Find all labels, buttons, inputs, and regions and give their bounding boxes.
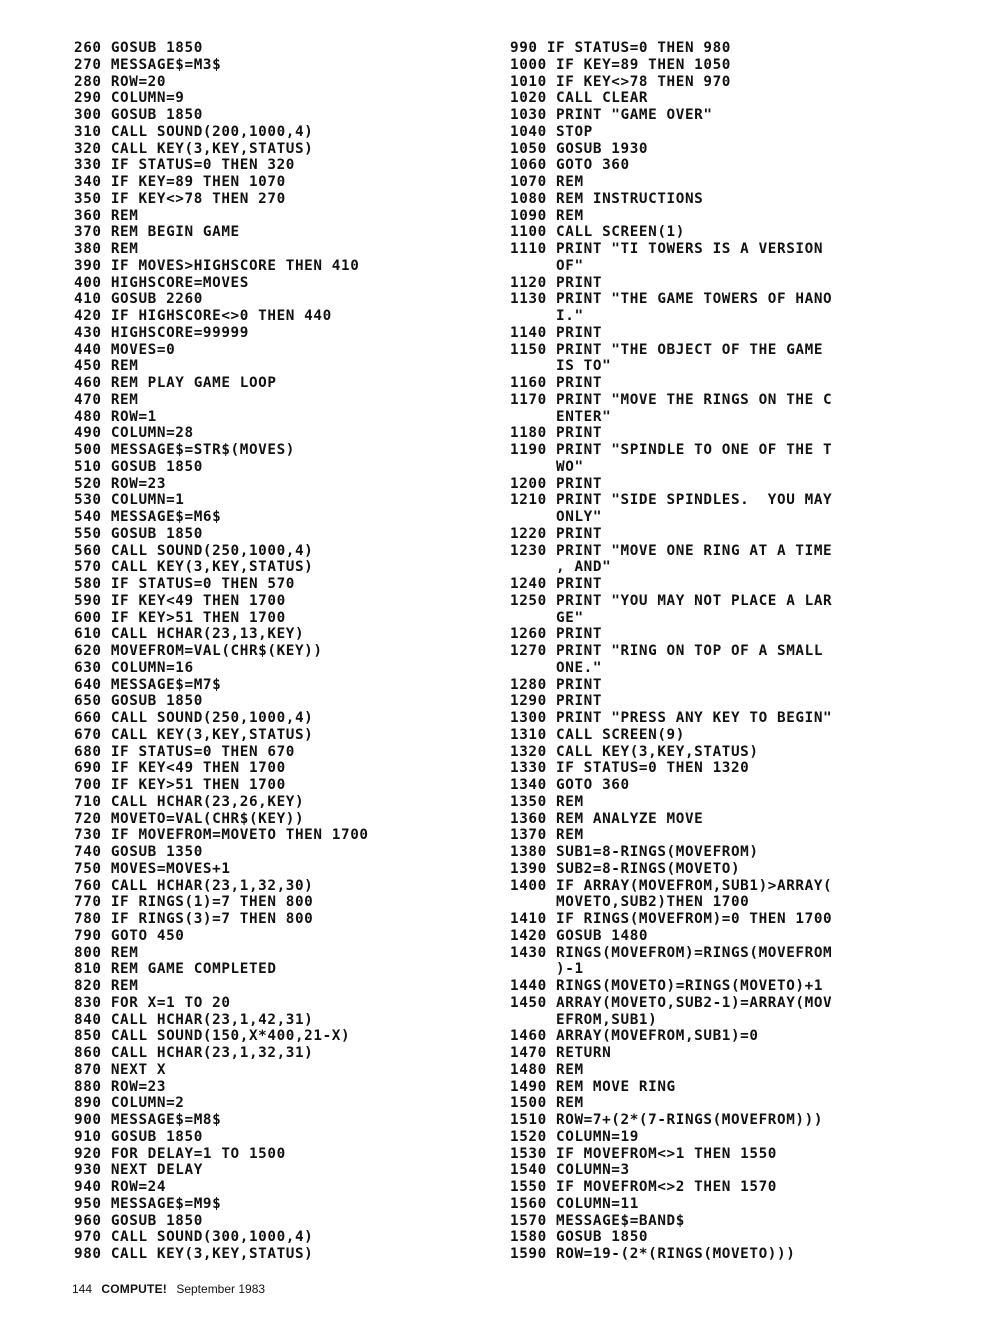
code-line: 1030 PRINT "GAME OVER" [510, 107, 713, 123]
code-line: IS TO" [510, 358, 612, 375]
code-line: 1370 REM [510, 827, 584, 844]
code-line: 1020 CALL CLEAR [510, 90, 649, 107]
code-line: 1170 PRINT "MOVE THE RINGS ON THE C [510, 391, 833, 408]
magazine-name: COMPUTE! [101, 1282, 167, 1296]
code-line: 320 CALL KEY(3,KEY,STATUS) [74, 140, 314, 157]
code-line: 1260 PRINT [510, 626, 603, 643]
code-line: 370 REM BEGIN GAME [74, 224, 240, 241]
code-line: 1070 REM [510, 174, 584, 190]
code-line: 1470 RETURN [510, 1045, 612, 1061]
code-line: 380 REM [74, 241, 139, 257]
code-line: I." [510, 308, 584, 324]
code-line: 880 ROW=23 [74, 1078, 167, 1095]
code-line: 1110 PRINT "TI TOWERS IS A VERSION [510, 241, 824, 257]
code-line: 1270 PRINT "RING ON TOP OF A SMALL [510, 643, 824, 659]
issue-date: September 1983 [176, 1282, 266, 1296]
code-line: 700 IF KEY>51 THEN 1700 [74, 777, 286, 793]
code-line: 1350 REM [510, 793, 584, 810]
code-line: 670 CALL KEY(3,KEY,STATUS) [74, 726, 314, 743]
code-line: 540 MESSAGE$=M6$ [74, 509, 222, 525]
code-line: 980 CALL KEY(3,KEY,STATUS) [74, 1246, 314, 1262]
code-line: 600 IF KEY>51 THEN 1700 [74, 609, 286, 626]
code-line: 620 MOVEFROM=VAL(CHR$(KEY)) [74, 643, 323, 659]
code-line: 890 COLUMN=2 [74, 1095, 185, 1112]
code-line: 860 CALL HCHAR(23,1,32,31) [74, 1045, 314, 1061]
code-line: 1130 PRINT "THE GAME TOWERS OF HANO [510, 291, 833, 308]
code-line: 1420 GOSUB 1480 [510, 927, 649, 944]
code-line: 1330 IF STATUS=0 THEN 1320 [510, 760, 750, 777]
code-line: 390 IF MOVES>HIGHSCORE THEN 410 [74, 257, 360, 274]
code-line: 1450 ARRAY(MOVETO,SUB2-1)=ARRAY(MOV [510, 994, 833, 1011]
code-line: 1050 GOSUB 1930 [510, 140, 649, 157]
code-line: 780 IF RINGS(3)=7 THEN 800 [74, 911, 314, 927]
code-line: 1160 PRINT [510, 375, 603, 391]
listing-right-column [510, 40, 990, 1263]
code-line: 510 GOSUB 1850 [74, 458, 203, 475]
code-line: 1520 COLUMN=19 [510, 1128, 639, 1145]
code-line: 1150 PRINT "THE OBJECT OF THE GAME [510, 341, 824, 358]
code-line: 850 CALL SOUND(150,X*400,21-X) [74, 1028, 351, 1045]
code-line: 690 IF KEY<49 THEN 1700 [74, 760, 286, 777]
code-line: 650 GOSUB 1850 [74, 693, 203, 710]
code-line: 1530 IF MOVEFROM<>1 THEN 1550 [510, 1145, 778, 1162]
code-line: 1000 IF KEY=89 THEN 1050 [510, 56, 731, 73]
code-line: 1200 PRINT [510, 475, 603, 492]
page-number: 144 [72, 1282, 93, 1296]
code-line: 970 CALL SOUND(300,1000,4) [74, 1229, 314, 1246]
listing-left-column [74, 40, 494, 1263]
code-line: 910 GOSUB 1850 [74, 1128, 203, 1145]
code-line: 750 MOVES=MOVES+1 [74, 860, 231, 877]
code-line: 1230 PRINT "MOVE ONE RING AT A TIME [510, 542, 833, 559]
code-line: 1570 MESSAGE$=BAND$ [510, 1212, 685, 1229]
code-line: ONE." [510, 659, 603, 676]
code-line: 1580 GOSUB 1850 [510, 1229, 649, 1246]
code-line: 800 REM [74, 944, 139, 961]
code-line: 810 REM GAME COMPLETED [74, 961, 277, 978]
code-line: 400 HIGHSCORE=MOVES [74, 274, 249, 291]
code-line: 1010 IF KEY<>78 THEN 970 [510, 73, 731, 90]
code-line: 1510 ROW=7+(2*(7-RINGS(MOVEFROM))) [510, 1112, 824, 1128]
code-line: 1080 REM INSTRUCTIONS [510, 190, 704, 207]
code-line: EFROM,SUB1) [510, 1011, 658, 1028]
code-line: 1550 IF MOVEFROM<>2 THEN 1570 [510, 1179, 778, 1195]
code-line: 900 MESSAGE$=M8$ [74, 1112, 222, 1128]
code-line: 1390 SUB2=8-RINGS(MOVETO) [510, 860, 741, 877]
code-line: 470 REM [74, 391, 139, 408]
code-line: 290 COLUMN=9 [74, 90, 185, 107]
code-line: 1060 GOTO 360 [510, 157, 630, 174]
code-line: )-1 [510, 961, 584, 978]
code-line: 1440 RINGS(MOVETO)=RINGS(MOVETO)+1 [510, 978, 824, 994]
code-line: 920 FOR DELAY=1 TO 1500 [74, 1145, 286, 1162]
code-line: 590 IF KEY<49 THEN 1700 [74, 592, 286, 609]
code-line: 680 IF STATUS=0 THEN 670 [74, 743, 295, 760]
code-line: , AND" [510, 559, 612, 576]
code-line: 1140 PRINT [510, 324, 603, 341]
code-line: 1460 ARRAY(MOVEFROM,SUB1)=0 [510, 1028, 759, 1045]
code-line: 740 GOSUB 1350 [74, 844, 203, 860]
code-line: 1100 CALL SCREEN(1) [510, 224, 685, 241]
code-line: 840 CALL HCHAR(23,1,42,31) [74, 1011, 314, 1028]
code-line: 1500 REM [510, 1095, 584, 1112]
code-line: 310 CALL SOUND(200,1000,4) [74, 123, 314, 140]
code-line: 770 IF RINGS(1)=7 THEN 800 [74, 894, 314, 911]
code-line: 660 CALL SOUND(250,1000,4) [74, 710, 314, 726]
code-line: 1240 PRINT [510, 576, 603, 592]
code-line: 1210 PRINT "SIDE SPINDLES. YOU MAY [510, 492, 833, 509]
code-line: 570 CALL KEY(3,KEY,STATUS) [74, 559, 314, 576]
code-line: 630 COLUMN=16 [74, 659, 194, 676]
code-line: 1410 IF RINGS(MOVEFROM)=0 THEN 1700 [510, 911, 833, 927]
code-line: 550 GOSUB 1850 [74, 525, 203, 542]
code-line: 350 IF KEY<>78 THEN 270 [74, 190, 286, 207]
code-line: 1040 STOP [510, 123, 593, 140]
code-line: 1430 RINGS(MOVEFROM)=RINGS(MOVEFROM [510, 944, 833, 961]
code-line: 530 COLUMN=1 [74, 492, 185, 509]
code-line: 1480 REM [510, 1061, 584, 1078]
code-line: 500 MESSAGE$=STR$(MOVES) [74, 442, 295, 458]
code-line: 480 ROW=1 [74, 408, 157, 425]
code-line: 260 GOSUB 1850 [74, 40, 203, 56]
code-line: 340 IF KEY=89 THEN 1070 [74, 174, 286, 190]
code-line: 1220 PRINT [510, 525, 603, 542]
code-line: 360 REM [74, 207, 139, 224]
code-line: 640 MESSAGE$=M7$ [74, 676, 222, 693]
code-line: 870 NEXT X [74, 1061, 167, 1078]
code-line: 720 MOVETO=VAL(CHR$(KEY)) [74, 810, 305, 827]
code-line: 300 GOSUB 1850 [74, 107, 203, 123]
code-line: 960 GOSUB 1850 [74, 1212, 203, 1229]
code-line: 930 NEXT DELAY [74, 1162, 203, 1179]
code-line: 580 IF STATUS=0 THEN 570 [74, 576, 295, 592]
code-line: WO" [510, 458, 584, 475]
page-footer [72, 1282, 265, 1296]
code-line: 430 HIGHSCORE=99999 [74, 324, 249, 341]
code-line: 270 MESSAGE$=M3$ [74, 56, 222, 73]
code-line: 1560 COLUMN=11 [510, 1195, 639, 1212]
code-line: 950 MESSAGE$=M9$ [74, 1195, 222, 1212]
code-line: 1310 CALL SCREEN(9) [510, 726, 685, 743]
code-line: 1300 PRINT "PRESS ANY KEY TO BEGIN" [510, 710, 833, 726]
code-line: 450 REM [74, 358, 139, 375]
code-line: MOVETO,SUB2)THEN 1700 [510, 894, 750, 911]
code-line: 990 IF STATUS=0 THEN 980 [510, 40, 731, 56]
code-line: 560 CALL SOUND(250,1000,4) [74, 542, 314, 559]
code-line: 830 FOR X=1 TO 20 [74, 994, 231, 1011]
code-line: 410 GOSUB 2260 [74, 291, 203, 308]
code-line: 420 IF HIGHSCORE<>0 THEN 440 [74, 308, 332, 324]
code-line: 280 ROW=20 [74, 73, 167, 90]
code-line: 1360 REM ANALYZE MOVE [510, 810, 704, 827]
code-line: 1380 SUB1=8-RINGS(MOVEFROM) [510, 844, 759, 860]
code-line: 710 CALL HCHAR(23,26,KEY) [74, 793, 305, 810]
code-line: 440 MOVES=0 [74, 341, 176, 358]
code-line: 1400 IF ARRAY(MOVEFROM,SUB1)>ARRAY( [510, 877, 833, 894]
code-line: 730 IF MOVEFROM=MOVETO THEN 1700 [74, 827, 369, 844]
code-line: 820 REM [74, 978, 139, 994]
code-line: 1250 PRINT "YOU MAY NOT PLACE A LAR [510, 592, 833, 609]
code-line: 1590 ROW=19-(2*(RINGS(MOVETO))) [510, 1246, 796, 1262]
code-line: 1340 GOTO 360 [510, 777, 630, 793]
code-line: 790 GOTO 450 [74, 927, 185, 944]
code-line: ENTER" [510, 408, 612, 425]
code-line: 460 REM PLAY GAME LOOP [74, 375, 277, 391]
code-line: 760 CALL HCHAR(23,1,32,30) [74, 877, 314, 894]
code-line: 1320 CALL KEY(3,KEY,STATUS) [510, 743, 759, 760]
code-line: 1190 PRINT "SPINDLE TO ONE OF THE T [510, 442, 833, 458]
code-line: 940 ROW=24 [74, 1179, 167, 1195]
code-line: OF" [510, 257, 584, 274]
code-line: 1290 PRINT [510, 693, 603, 710]
code-line: 520 ROW=23 [74, 475, 167, 492]
code-line: 1180 PRINT [510, 425, 603, 442]
code-line: GE" [510, 609, 584, 626]
code-line: 1280 PRINT [510, 676, 603, 693]
code-line: 490 COLUMN=28 [74, 425, 194, 442]
code-line: 330 IF STATUS=0 THEN 320 [74, 157, 295, 174]
code-line: ONLY" [510, 509, 603, 525]
code-line: 1540 COLUMN=3 [510, 1162, 630, 1179]
code-line: 1490 REM MOVE RING [510, 1078, 676, 1095]
code-line: 610 CALL HCHAR(23,13,KEY) [74, 626, 305, 643]
code-line: 1090 REM [510, 207, 584, 224]
code-line: 1120 PRINT [510, 274, 603, 291]
